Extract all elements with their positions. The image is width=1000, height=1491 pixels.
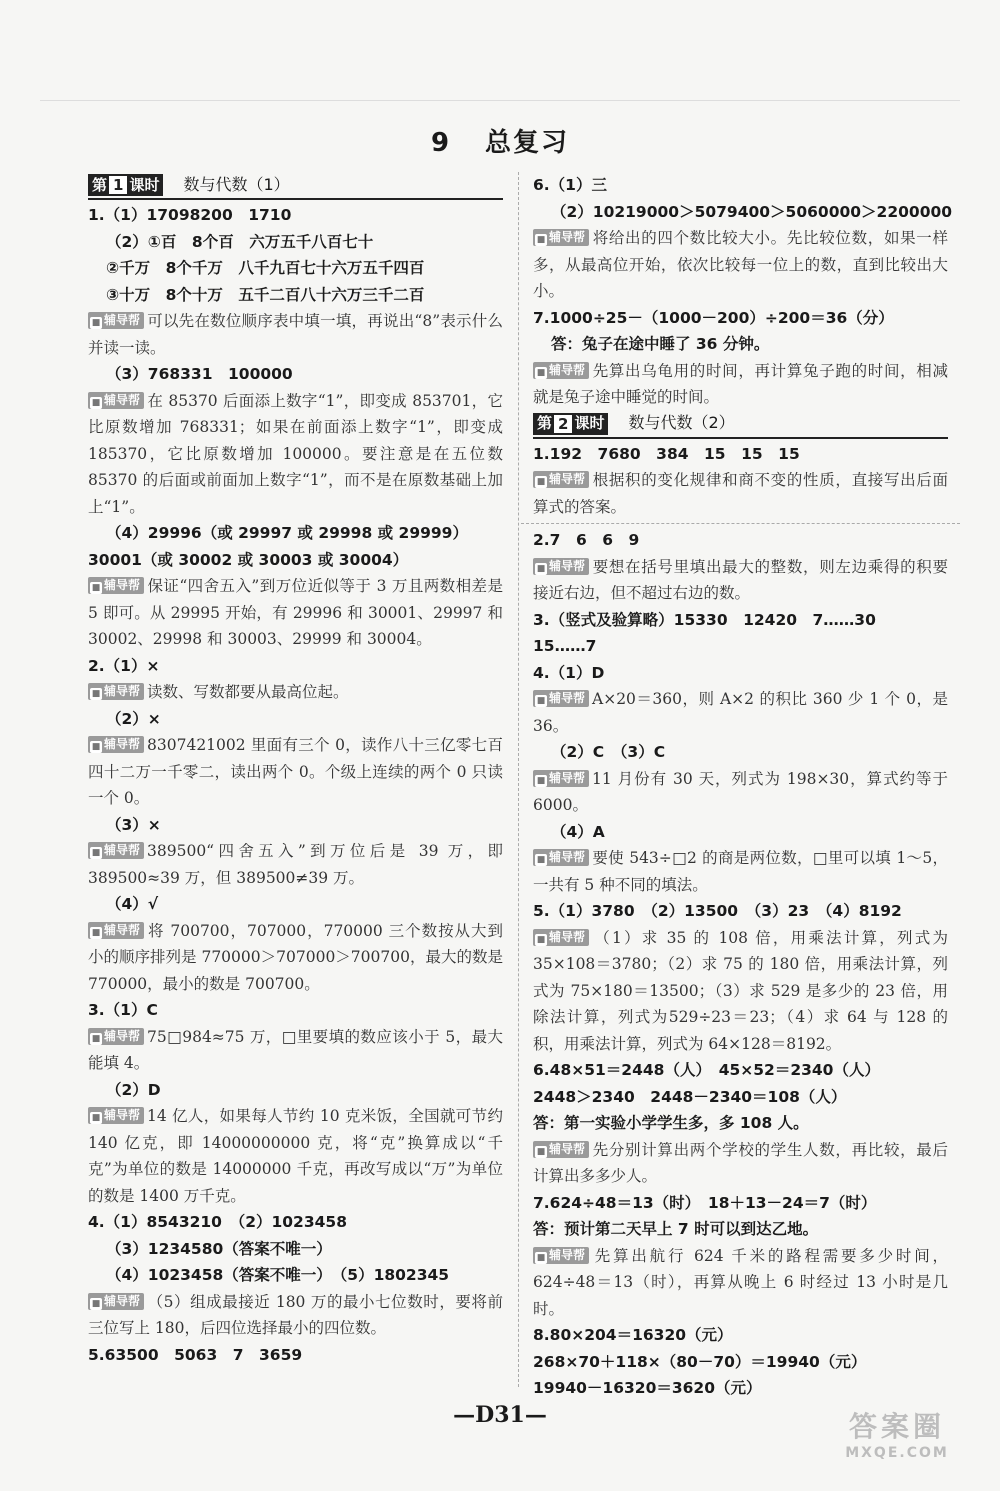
hint-tag-label: 辅导帮 (104, 313, 141, 327)
hint-note (88, 1103, 503, 1209)
hint-text: 先算出航行 624 千米的路程需要多少时间，624÷48＝13（时），再算从晚上 6 时经过 13 小时是几时。 (533, 1246, 948, 1318)
hint-tag (533, 929, 589, 946)
book-icon: ■ (536, 367, 546, 378)
page-title (0, 122, 1000, 159)
book-icon: ■ (91, 1113, 101, 1123)
lesson-suffix: 课时 (129, 175, 160, 194)
answer-line: 答：预计第二天早上 7 时可以到达乙地。 (533, 1220, 819, 1238)
hint-text: A×20＝360，则 A×2 的积比 360 少 1 个 0，是 36。 (533, 690, 948, 735)
hint-tag (533, 690, 589, 707)
answer-line: （2）× (106, 709, 161, 728)
hint-tag-label: 辅导帮 (104, 392, 141, 407)
answer-line: 4.（1）D (533, 663, 605, 682)
hint-text: 要想在括号里填出最大的整数，则左边乘得的积要接近右边，但不超过右边的数。 (533, 557, 948, 602)
book-icon: ■ (536, 934, 546, 945)
hint-tag (533, 770, 589, 787)
hint-note (533, 925, 948, 1058)
lesson-header-2 (533, 411, 948, 439)
answer-line: 4.（1）8543210 （2）1023458 (88, 1213, 347, 1231)
answer-line: 1.192 7680 384 15 15 15 (533, 444, 800, 463)
book-icon: ■ (536, 1146, 546, 1157)
hint-note (533, 1137, 948, 1190)
hint-text: 11 月份有 30 天，列式为 198×30，算式约等于 6000。 (533, 769, 948, 814)
answer-line: 2448＞2340 2448－2340＝108（人） (533, 1087, 847, 1106)
hint-note (533, 766, 948, 819)
answer-line: 268×70＋118×（80－70）＝19940（元） (533, 1352, 867, 1371)
book-icon: ■ (91, 318, 101, 328)
answer-line: 2.7 6 6 9 (533, 531, 640, 549)
answer-line: ③十万 8个十万 五千二百八十六万三千二百 (106, 285, 425, 304)
hint-note (88, 1289, 503, 1342)
answer-line: 7.624÷48＝13（时） 18＋13－24＝7（时） (533, 1193, 877, 1212)
hint-tag (88, 577, 144, 594)
hint-text: （1）求 35 的 108 倍，用乘法计算，列式为 35×108＝3780；（2）求 75 的 180 倍，用乘法计算，列式为 75×180＝13500；（3）求 529 是多少的 23 倍，用除法计算，列式为529÷23＝23；（4）求 64 与 128 的积，用乘法计算，列式为 64×128＝8192。 (533, 928, 948, 1053)
lesson-number: 1 (109, 176, 127, 194)
hint-text: 14 亿人，如果每人节约 10 克米饭，全国就可节约 140 亿克，即 14000000000 克，将“克”换算成以“千克”为单位的数是 14000000 千克，再改写成以“万”为单位的数是 1400 万千克。 (88, 1107, 503, 1205)
lesson-title: 数与代数（1） (183, 174, 290, 194)
hint-tag-label: 辅导帮 (549, 1141, 586, 1156)
hint-tag-label: 辅导帮 (549, 558, 586, 573)
right-column (533, 172, 953, 1402)
book-icon: ■ (91, 583, 101, 593)
book-icon: ■ (91, 397, 101, 408)
answer-line: （2）10219000＞5079400＞5060000＞2200000 (551, 202, 953, 221)
hint-tag (533, 471, 589, 488)
hint-tag (88, 922, 144, 939)
page-number: —D31— (453, 1402, 547, 1428)
hint-text: 根据积的变化规律和商不变的性质，直接写出后面算式的答案。 (533, 471, 948, 516)
left-column (88, 172, 503, 1368)
hint-tag (533, 229, 589, 246)
book-icon: ■ (91, 927, 101, 938)
watermark-url: MXQE.COM (845, 1445, 949, 1461)
lesson-suffix: 课时 (574, 414, 605, 433)
watermark-logo: 答案圈 (848, 1410, 945, 1443)
hint-note (88, 308, 503, 361)
answer-line: （2）C （3）C (551, 743, 666, 761)
hint-tag-label: 辅导帮 (549, 472, 586, 486)
answer-line: 7.1000÷25－（1000－200）÷200＝36（分） (533, 308, 894, 327)
book-icon: ■ (536, 563, 546, 574)
answer-line: 6.48×51＝2448（人） 45×52＝2340（人） (533, 1061, 880, 1079)
hint-note (533, 358, 948, 411)
hint-text: 可以先在数位顺序表中填一填，再说出“8”表示什么并读一读。 (88, 312, 503, 357)
hint-text: （5）组成最接近 180 万的最小七位数时，要将前三位写上 180，后四位选择最小的四位数。 (88, 1292, 503, 1337)
answer-line: 3.（竖式及验算略）15330 12420 7……30 (533, 610, 876, 629)
hint-text: 8307421002 里面有三个 0，读作八十三亿零七百四十二万一千零二，读出两个 0。个级上连续的两个 0 只读一个 0。 (88, 736, 503, 807)
hint-note (88, 732, 503, 812)
answer-line: （3）1234580（答案不唯一） (106, 1239, 332, 1258)
hint-tag-label: 辅导帮 (549, 770, 586, 785)
hint-text: 保证“四舍五入”到万位近似等于 3 万且两数相差是 5 即可。从 29995 开始，有 29996 和 30001、29997 和 30002、29998 和 30003、29999 和 30004。 (88, 577, 503, 648)
hint-tag (533, 558, 589, 575)
lesson-number: 2 (554, 415, 572, 433)
column-divider (518, 172, 519, 1387)
hint-tag-label: 辅导帮 (549, 230, 586, 244)
answer-line: （4）1023458（答案不唯一） （5）1802345 (106, 1266, 450, 1284)
hint-tag (88, 683, 144, 700)
book-icon: ■ (91, 1033, 101, 1044)
answer-line: （2）D (106, 1080, 161, 1099)
hint-tag-label: 辅导帮 (104, 1293, 141, 1308)
answer-line: 5.（1）3780 （2）13500 （3）23 （4）8192 (533, 902, 902, 920)
hint-tag-label: 辅导帮 (549, 1247, 586, 1262)
hint-tag-label: 辅导帮 (104, 843, 141, 857)
hint-note (533, 686, 948, 739)
book-icon: ■ (536, 775, 546, 786)
hint-tag-label: 辅导帮 (104, 578, 141, 592)
answer-line: ②千万 8个千万 八千九百七十六万五千四百 (106, 259, 425, 277)
hint-text: 将 700700，707000，770000 三个数按从大到小的顺序排列是 770000＞707000＞700700，最大的数是 770000，最小的数是 700700。 (88, 921, 503, 993)
watermark (822, 1405, 972, 1465)
separator (521, 523, 960, 524)
answer-line: 答：兔子在途中睡了 36 分钟。 (551, 335, 770, 353)
book-icon: ■ (536, 477, 546, 487)
hint-text: 75□984≈75 万，□里要填的数应该小于 5，最大能填 4。 (88, 1027, 503, 1072)
hint-tag (88, 1293, 144, 1310)
answer-line: 5.63500 5063 7 3659 (88, 1345, 303, 1364)
hint-note (533, 225, 948, 305)
lesson-prefix: 第 (537, 414, 553, 433)
hint-note (88, 918, 503, 998)
hint-tag (88, 1028, 144, 1045)
hint-tag (533, 1141, 589, 1158)
hint-tag (88, 736, 144, 753)
answer-line: 3.（1）C (88, 1001, 158, 1019)
answer-line: 6.（1）三 (533, 176, 607, 194)
hint-text: 要使 543÷□2 的商是两位数，□里可以填 1～5，一共有 5 种不同的填法。 (533, 849, 948, 894)
answer-line: 30001（或 30002 或 30003 或 30004） (88, 550, 409, 569)
hint-tag (88, 392, 144, 409)
answer-line: （4）A (551, 822, 605, 841)
hint-tag-label: 辅导帮 (104, 922, 141, 937)
hint-tag (88, 1107, 144, 1124)
hint-tag-label: 辅导帮 (104, 1028, 141, 1043)
lesson-header-1 (88, 172, 503, 200)
book-icon: ■ (91, 742, 101, 752)
book-icon: ■ (536, 696, 546, 706)
lesson-badge (88, 174, 163, 196)
hint-tag-label: 辅导帮 (104, 1108, 141, 1122)
hint-tag-label: 辅导帮 (549, 691, 586, 705)
hint-text: 389500“四舍五入”到万位后是 39 万，即 389500≈39 万，但 389500≠39 万。 (88, 842, 503, 887)
hint-tag (533, 362, 589, 379)
hint-note (88, 679, 503, 706)
answer-line: 8.80×204＝16320（元） (533, 1326, 733, 1344)
hint-note (88, 573, 503, 653)
answer-line: 2.（1）× (88, 656, 160, 675)
chapter-title: 总复习 (485, 128, 570, 158)
answer-line: （4）√ (106, 895, 159, 913)
hint-text: 读数、写数都要从最高位起。 (147, 683, 349, 701)
hint-note (533, 554, 948, 607)
book-icon: ■ (91, 689, 101, 699)
lesson-prefix: 第 (92, 175, 108, 194)
lesson-badge (533, 413, 608, 435)
answer-line: 答：第一实验小学学生多，多 108 人。 (533, 1114, 809, 1132)
hint-note (533, 1243, 948, 1323)
book-icon: ■ (536, 235, 546, 245)
hint-tag-label: 辅导帮 (549, 929, 586, 944)
hint-tag (88, 842, 144, 859)
hint-text: 先分别计算出两个学校的学生人数，再比较，最后计算出多多少人。 (533, 1140, 948, 1185)
book-icon: ■ (91, 1298, 101, 1309)
chapter-number: 9 (430, 128, 452, 158)
hint-text: 在 85370 后面添上数字“1”，即变成 853701，它比原数增加 768331；如果在前面添上数字“1”，即变成 185370，它比原数增加 100000。要注意是在五位数 85370 的后面或前面加上数字“1”，而不是在原数基础上加上“1”。 (88, 391, 503, 516)
answer-line: （2）①百 8个百 六万五千八百七十 (106, 232, 374, 251)
hint-tag-label: 辅导帮 (104, 684, 141, 698)
answer-line: （3）768331 100000 (106, 365, 293, 383)
hint-note (533, 467, 948, 520)
answer-line: 15……7 (533, 637, 597, 655)
hint-tag-label: 辅导帮 (549, 850, 586, 864)
answer-line: 19940－16320＝3620（元） (533, 1379, 762, 1397)
top-rule (40, 100, 960, 101)
hint-tag (533, 849, 589, 866)
hint-text: 将给出的四个数比较大小。先比较位数，如果一样多，从最高位开始，依次比较每一位上的数，直到比较出大小。 (533, 229, 948, 300)
answer-line: 1.（1）17098200 1710 (88, 206, 292, 224)
hint-tag (533, 1247, 589, 1264)
hint-note (88, 838, 503, 891)
book-icon: ■ (91, 848, 101, 858)
hint-text: 先算出乌龟用的时间，再计算兔子跑的时间，相减就是兔子途中睡觉的时间。 (533, 361, 948, 406)
hint-note (88, 388, 503, 521)
hint-tag-label: 辅导帮 (104, 737, 141, 751)
lesson-title: 数与代数（2） (628, 413, 735, 433)
answer-line: （4）29996（或 29997 或 29998 或 29999） (106, 524, 468, 542)
hint-note (533, 845, 948, 898)
hint-note (88, 1024, 503, 1077)
hint-tag (88, 312, 144, 329)
hint-tag-label: 辅导帮 (549, 362, 586, 377)
answer-line: （3）× (106, 815, 161, 834)
book-icon: ■ (536, 1252, 546, 1263)
book-icon: ■ (536, 855, 546, 865)
